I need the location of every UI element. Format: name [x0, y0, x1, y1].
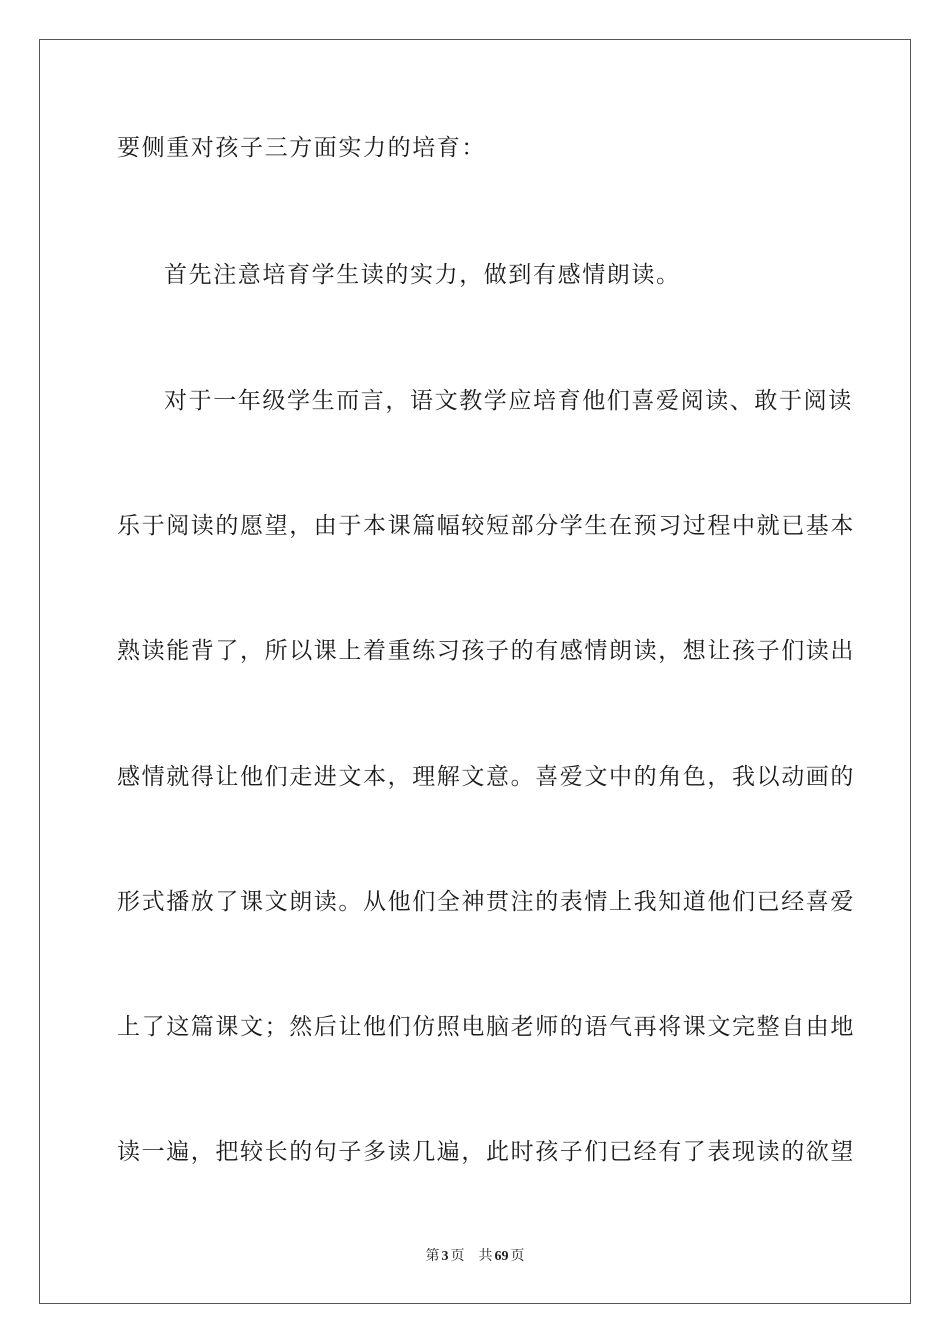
text-line-6: 感情就得让他们走进文本，理解文意。喜爱文中的角色，我以动画的 — [117, 764, 855, 790]
page-number: 3 — [441, 1249, 449, 1264]
text-line-2: 首先注意培育学生读的实力，做到有感情朗读。 — [164, 262, 681, 288]
total-prefix: 共 — [478, 1249, 493, 1264]
page-suffix: 页 — [450, 1249, 465, 1264]
text-line-9: 读一遍，把较长的句子多读几遍，此时孩子们已经有了表现读的欲望 — [117, 1139, 855, 1165]
text-line-3: 对于一年级学生而言，语文教学应培育他们喜爱阅读、敢于阅读 — [164, 388, 853, 414]
page-footer — [0, 1245, 950, 1265]
page-border — [39, 39, 911, 1304]
text-line-8: 上了这篇课文；然后让他们仿照电脑老师的语气再将课文完整自由地 — [117, 1014, 855, 1040]
text-line-1: 要侧重对孩子三方面实力的培育： — [117, 135, 486, 161]
text-line-7: 形式播放了课文朗读。从他们全神贯注的表情上我知道他们已经喜爱 — [117, 889, 855, 915]
text-line-4: 乐于阅读的愿望，由于本课篇幅较短部分学生在预习过程中就已基本 — [117, 513, 855, 539]
text-line-5: 熟读能背了，所以课上着重练习孩子的有感情朗读，想让孩子们读出 — [117, 638, 855, 664]
total-pages: 69 — [494, 1249, 509, 1264]
total-suffix: 页 — [510, 1249, 525, 1264]
page-prefix: 第 — [425, 1249, 440, 1264]
